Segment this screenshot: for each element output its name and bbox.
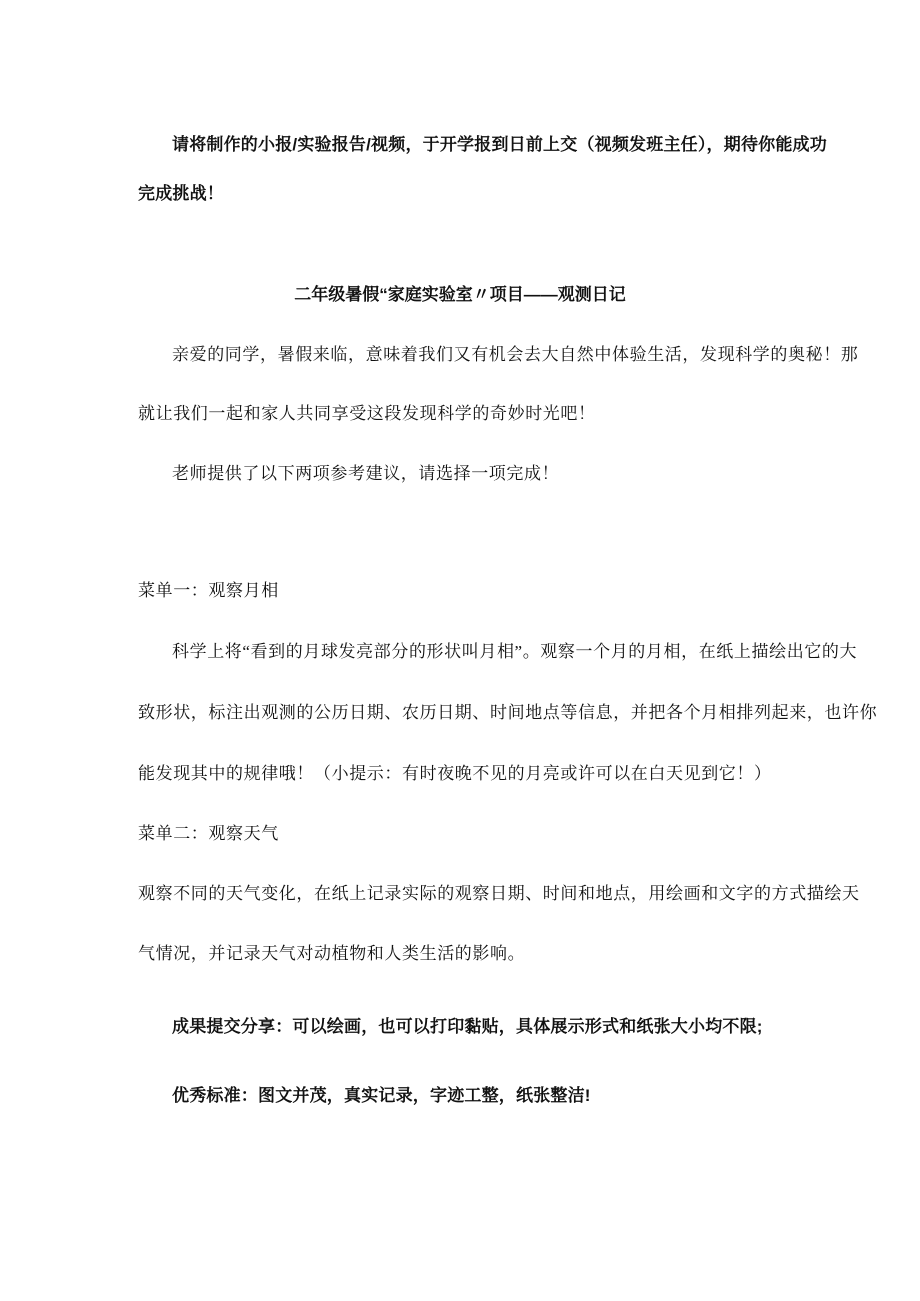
menu1-heading: 菜单一：观察月相 (138, 581, 279, 600)
greeting-line-1: 亲爱的同学，暑假来临，意味着我们又有机会去大自然中体验生活，发现科学的奥秘！那 (172, 345, 859, 364)
submission-text: 成果提交分享：可以绘画，也可以打印黏贴，具体展示形式和纸张大小均不限; (172, 1017, 763, 1036)
suggestion-text: 老师提供了以下两项参考建议，请选择一项完成！ (172, 464, 560, 483)
greeting-line-2: 就让我们一起和家人共同享受这段发现科学的奇妙时光吧！ (138, 404, 596, 423)
criteria-text: 优秀标准：图文并茂，真实记录，字迹工整，纸张整洁! (172, 1086, 591, 1105)
menu1-line-1: 科学上将“看到的月球发亮部分的形状叫月相”。观察一个月的月相，在纸上描绘出它的大 (172, 642, 858, 661)
menu2-line-1: 观察不同的天气变化，在纸上记录实际的观察日期、时间和地点，用绘画和文字的方式描绘天 (138, 884, 860, 903)
page-title: 二年级暑假“家庭实验室〃项目——观测日记 (294, 285, 626, 304)
menu1-line-2: 致形状，标注出观测的公历日期、农历日期、时间地点等信息，并把各个月相排列起来，也许你 (138, 703, 878, 722)
menu2-line-2: 气情况，并记录天气对动植物和人类生活的影响。 (138, 944, 526, 963)
intro-line-1: 请将制作的小报/实验报告/视频，于开学报到日前上交（视频发班主任），期待你能成功 (172, 135, 827, 154)
menu2-heading: 菜单二：观察天气 (138, 824, 279, 843)
menu1-line-3: 能发现其中的规律哦！（小提示：有时夜晚不见的月亮或许可以在白天见到它！） (138, 764, 772, 783)
intro-line-2: 完成挑战！ (138, 184, 224, 203)
